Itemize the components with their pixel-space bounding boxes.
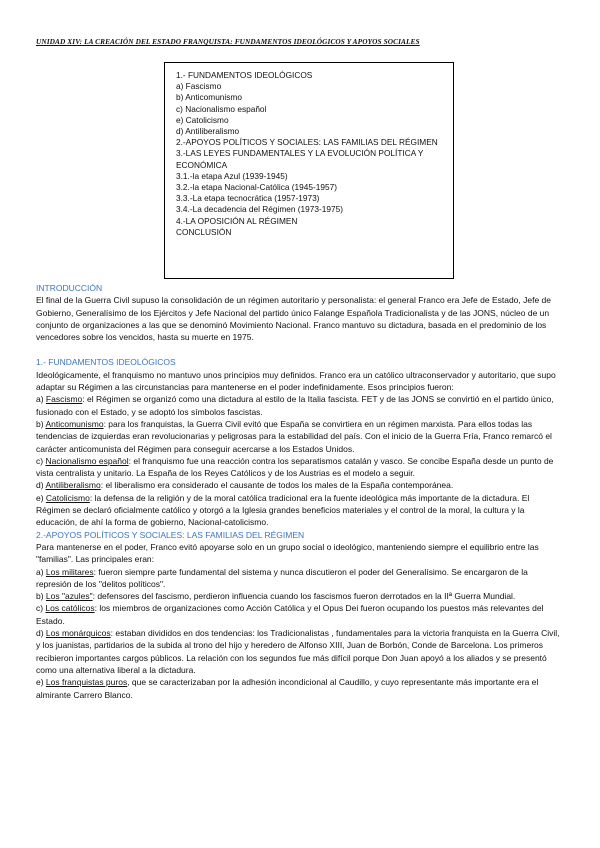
toc-item: 3.1.-la etapa Azul (1939-1945): [176, 170, 288, 181]
toc-item: 3.2.-la etapa Nacional-Católica (1945-1957): [176, 182, 337, 193]
toc-item: 3.4.-La decadencia del Régimen (1973-1975): [176, 204, 343, 215]
list-item: c) Los católicos: los miembros de organizaciones como Acción Católica y el Opus Dei fueron ocupando los puestos más relevantes del Estado.: [36, 603, 544, 626]
toc-item: 4.-LA OPOSICIÓN AL RÉGIMEN: [176, 215, 298, 226]
list-item: a) Los militares: fueron siempre parte fundamental del sistema y nunca discutieron el poder del Generalísimo. Se encargaron de la represión de los "delitos políticos".: [36, 566, 528, 589]
list-item: b) Anticomunismo: para los franquistas, la Guerra Civil evitó que España se convirtiera en un régimen marxista. Para ellos todas las tendencias de izquierdas eran revolucionarias y peligrosas para la estabilidad del país. Con el inicio de la Guerra Fría, Franco remarcó el carácter anticomunista del Régimen para conseguir acercarse a los Estados Unidos.: [36, 418, 552, 454]
toc-item: d) Antiliberalismo: [176, 126, 240, 137]
toc-item: a) Fascismo: [176, 81, 222, 92]
toc-item: c) Nacionalismo español: [176, 103, 267, 114]
term: Los católicos: [45, 603, 95, 614]
intro-heading: INTRODUCCIÓN: [36, 283, 103, 293]
toc-item: CONCLUSIÓN: [176, 226, 232, 237]
term: Los "azules": [45, 591, 93, 602]
section2-heading: 2.-APOYOS POLÍTICOS Y SOCIALES: LAS FAMILIAS DEL RÉGIMEN: [36, 529, 305, 540]
document-title: UNIDAD XIV: LA CREACIÓN DEL ESTADO FRANQUISTA: FUNDAMENTOS IDEOLÓGICOS Y APOYOS SOCIALES: [36, 37, 420, 46]
term: Catolicismo: [45, 492, 90, 503]
list-item: a) Fascismo: el Régimen se organizó como una dictadura al estilo de la Italia fascista. FET y de las JONS se convirtió en el partido único, fusionado con el Estado, y se adoptó los símbolos fascistas.: [36, 394, 554, 417]
section2-intro: Para mantenerse en el poder, Franco evitó apoyarse solo en un grupo social o ideológico, manteniendo siempre el equilibrio entre las "familias". Las principales eran:: [36, 541, 539, 565]
list-item: b) Los "azules": defensores del fascismo, perdieron influencia cuando los fascismos fueron derrotados en la IIª Guerra Mundial.: [36, 591, 516, 602]
section1-intro: Ideológicamente, el franquismo no mantuvo unos principios muy definidos. Franco era un católico ultraconservador y autoritario, que supo adaptar su Régimen a las circunstancias para mantenerse en el poder indefinidamente. Esos principios fueron:: [36, 369, 556, 393]
list-item: d) Antiliberalismo: el liberalismo era considerado el causante de todos los males de la España contemporánea.: [36, 480, 454, 491]
toc-item: 3.3.-La etapa tecnocrática (1957-1973): [176, 193, 320, 204]
term: Los monárquicos: [45, 628, 111, 639]
list-item: e) Catolicismo: la defensa de la religión y de la moral católica tradicional era la fuente ideológica más importante de la dictadura. El Régimen se declaró oficialmente católico y otorgó a la Iglesia grandes beneficios materiales y el control de la moral, la cultura y la educación, de ahí la forma de gobierno, Nacional-catolicismo.: [36, 492, 530, 528]
toc-item: 2.-APOYOS POLÍTICOS Y SOCIALES: LAS FAMILIAS DEL RÉGIMEN: [176, 137, 438, 148]
document-body: [36, 282, 563, 701]
toc-item: b) Anticomunismo: [176, 92, 242, 103]
term: Los militares: [45, 566, 94, 577]
toc-item: 3.-LAS LEYES FUNDAMENTALES Y LA EVOLUCIÓN POLÍTICA Y ECONÓMICA: [176, 148, 424, 170]
section1-heading: 1.- FUNDAMENTOS IDEOLÓGICOS: [36, 357, 176, 368]
list-item: d) Los monárquicos: estaban divididos en dos tendencias: los Tradicionalistas , fundamentales para la victoria franquista en la Guerra Civil, y los juanistas, partidarios de la subida al trono del hijo y heredero de Alfonso XIII, Juan de Borbón, Conde de Barcelona. Los primeros recibieron importantes cargos públicos. La relación con los segundos fue más difícil porque Don Juan apoyó a los aliados y se presentó como una alternativa liberal a la dictadura.: [36, 628, 560, 675]
toc-item: 1.- FUNDAMENTOS IDEOLÓGICOS: [176, 70, 313, 80]
list-item: c) Nacionalismo español: el franquismo fue una reacción contra los separatismos catalán y vasco. Se concibe España desde un punto de vista centralista y unitario. La España de los Reyes Católicos y de los Austrias es el modelo a seguir.: [36, 455, 554, 479]
term: Nacionalismo español: [45, 455, 129, 466]
term: Antiliberalismo: [45, 480, 101, 491]
list-item: e) Los franquistas puros, que se caracterizaban por la adhesión incondicional al Caudillo, y cuyo representante más importante era el almirante Carrero Blanco.: [36, 677, 539, 700]
term: Anticomunismo: [45, 418, 104, 429]
table-of-contents: [164, 62, 454, 279]
term: Los franquistas puros: [45, 677, 128, 688]
toc-item: e) Catolicismo: [176, 114, 229, 125]
intro-paragraph: El final de la Guerra Civil supuso la consolidación de un régimen autoritario y personalista: el general Franco era Jefe de Estado, Jefe de Gobierno, Generalísimo de los Ejércitos y Jefe Nacional del partido único Falange Española Tradicionalista y de las JONS, núcleo de un conjunto de organizaciones a las que se denominó Movimiento Nacional. Franco mantuvo su dictadura, basada en el predominio de los vencedores sobre los vencidos, hasta su muerte en 1975.: [36, 295, 552, 343]
term: Fascismo: [45, 394, 83, 405]
